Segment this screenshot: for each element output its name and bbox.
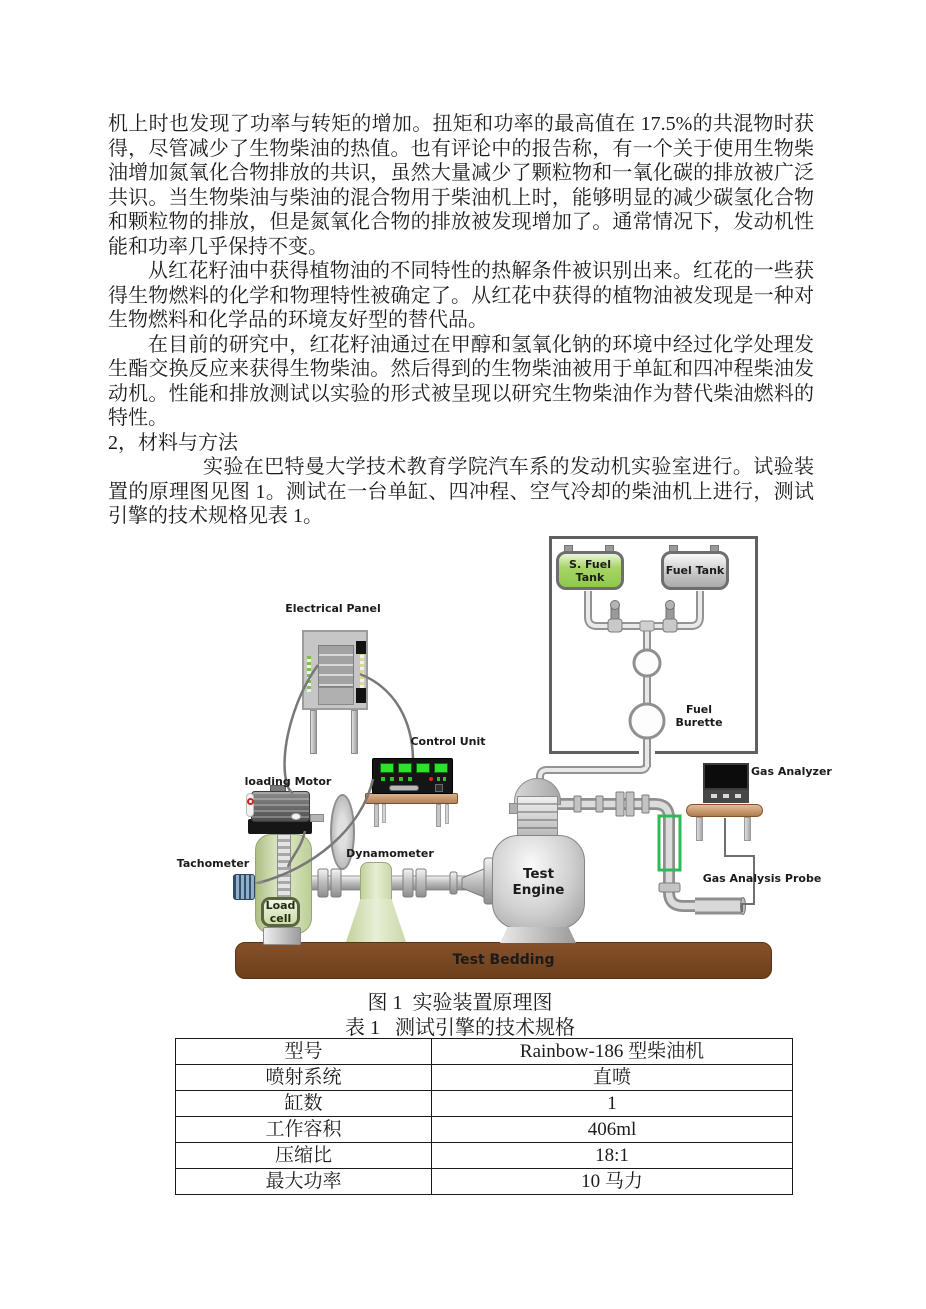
tachometer-needle (255, 882, 264, 883)
gas-analyzer-label: Gas Analyzer (751, 765, 832, 778)
dynamometer-label: Dynamometer (346, 847, 434, 860)
body-text (108, 112, 814, 529)
tachometer-label: Tachometer (176, 857, 250, 870)
figure-experimental-setup (150, 527, 850, 985)
figure-caption: 图 1 实验装置原理图 (367, 992, 553, 1014)
s-fuel-tank-label: S. Fuel Tank (569, 557, 611, 584)
paragraph: 从红花籽油中获得植物油的不同特性的热解条件被识别出来。红花的一些获得生物燃料的化学和物理特性被确定了。从红花中获得的植物油被发现是一种对生物燃料和化学品的环境友好型的替代品。 (108, 260, 814, 331)
spec-value: 18:1 (432, 1143, 793, 1169)
test-engine-label: Test Engine (512, 866, 565, 898)
paragraph: 在目前的研究中，红花籽油通过在甲醇和氢氧化钠的环境中经过化学处理发生酯交换反应来获得生物柴油。然后得到的生物柴油被用于单缸和四冲程柴油发动机。性能和排放测试以实验的形式被呈现以研究生物柴油作为替代柴油燃料的特性。 (108, 333, 814, 429)
spec-value: 10 马力 (432, 1169, 793, 1195)
table-caption: 表 1 测试引擎的技术规格 (345, 1017, 575, 1039)
fuel-burette-label: Fuel Burette (675, 703, 723, 729)
table-row (176, 1143, 793, 1169)
loading-motor-label: loading Motor (244, 775, 332, 788)
spec-label: 压缩比 (176, 1143, 432, 1169)
spec-value: 406ml (432, 1117, 793, 1143)
spec-label: 喷射系统 (176, 1065, 432, 1091)
table-row (176, 1065, 793, 1091)
spec-label: 工作容积 (176, 1117, 432, 1143)
electrical-panel-label: Electrical Panel (285, 602, 381, 615)
table-row (176, 1117, 793, 1143)
paragraph: 机上时也发现了功率与转矩的增加。扭矩和功率的最高值在 17.5%的共混物时获得，尽管减少了生物柴油的热值。也有评论中的报告称，有一个关于使用生物柴油增加氮氧化合物排放的共识，虽然大量减少了颗粒物和一氧化碳的排放被广泛共识。当生物柴油与柴油的混合物用于柴油机上时，能够明显的减少碳氢化合物和颗粒物的排放，但是氮氧化合物的排放被发现增加了。通常情况下，发动机性能和功率几乎保持不变。 (108, 113, 814, 258)
load-cell-label: Load cell (265, 899, 296, 925)
control-unit-label: Control Unit (410, 735, 486, 748)
spec-label: 最大功率 (176, 1169, 432, 1195)
test-bedding-label: Test Bedding (452, 952, 555, 968)
table-row (176, 1091, 793, 1117)
spec-value: 直喷 (432, 1065, 793, 1091)
table-row (176, 1039, 793, 1065)
paragraph: 实验在巴特曼大学技术教育学院汽车系的发动机实验室进行。试验装置的原理图见图 1。测试在一台单缸、四冲程、空气冷却的柴油机上进行，测试引擎的技术规格见表 1。 (108, 456, 814, 527)
spec-value: 1 (432, 1091, 793, 1117)
spec-label: 缸数 (176, 1091, 432, 1117)
figure-cable-layer (150, 527, 850, 985)
section-heading: 2，材料与方法 (108, 431, 238, 454)
table-row (176, 1169, 793, 1195)
spec-label: 型号 (176, 1039, 432, 1065)
spec-value: Rainbow-186 型柴油机 (432, 1039, 793, 1065)
engine-spec-table (175, 1038, 793, 1195)
gas-analysis-probe-label: Gas Analysis Probe (702, 872, 822, 885)
fuel-tank-label: Fuel Tank (665, 564, 725, 577)
